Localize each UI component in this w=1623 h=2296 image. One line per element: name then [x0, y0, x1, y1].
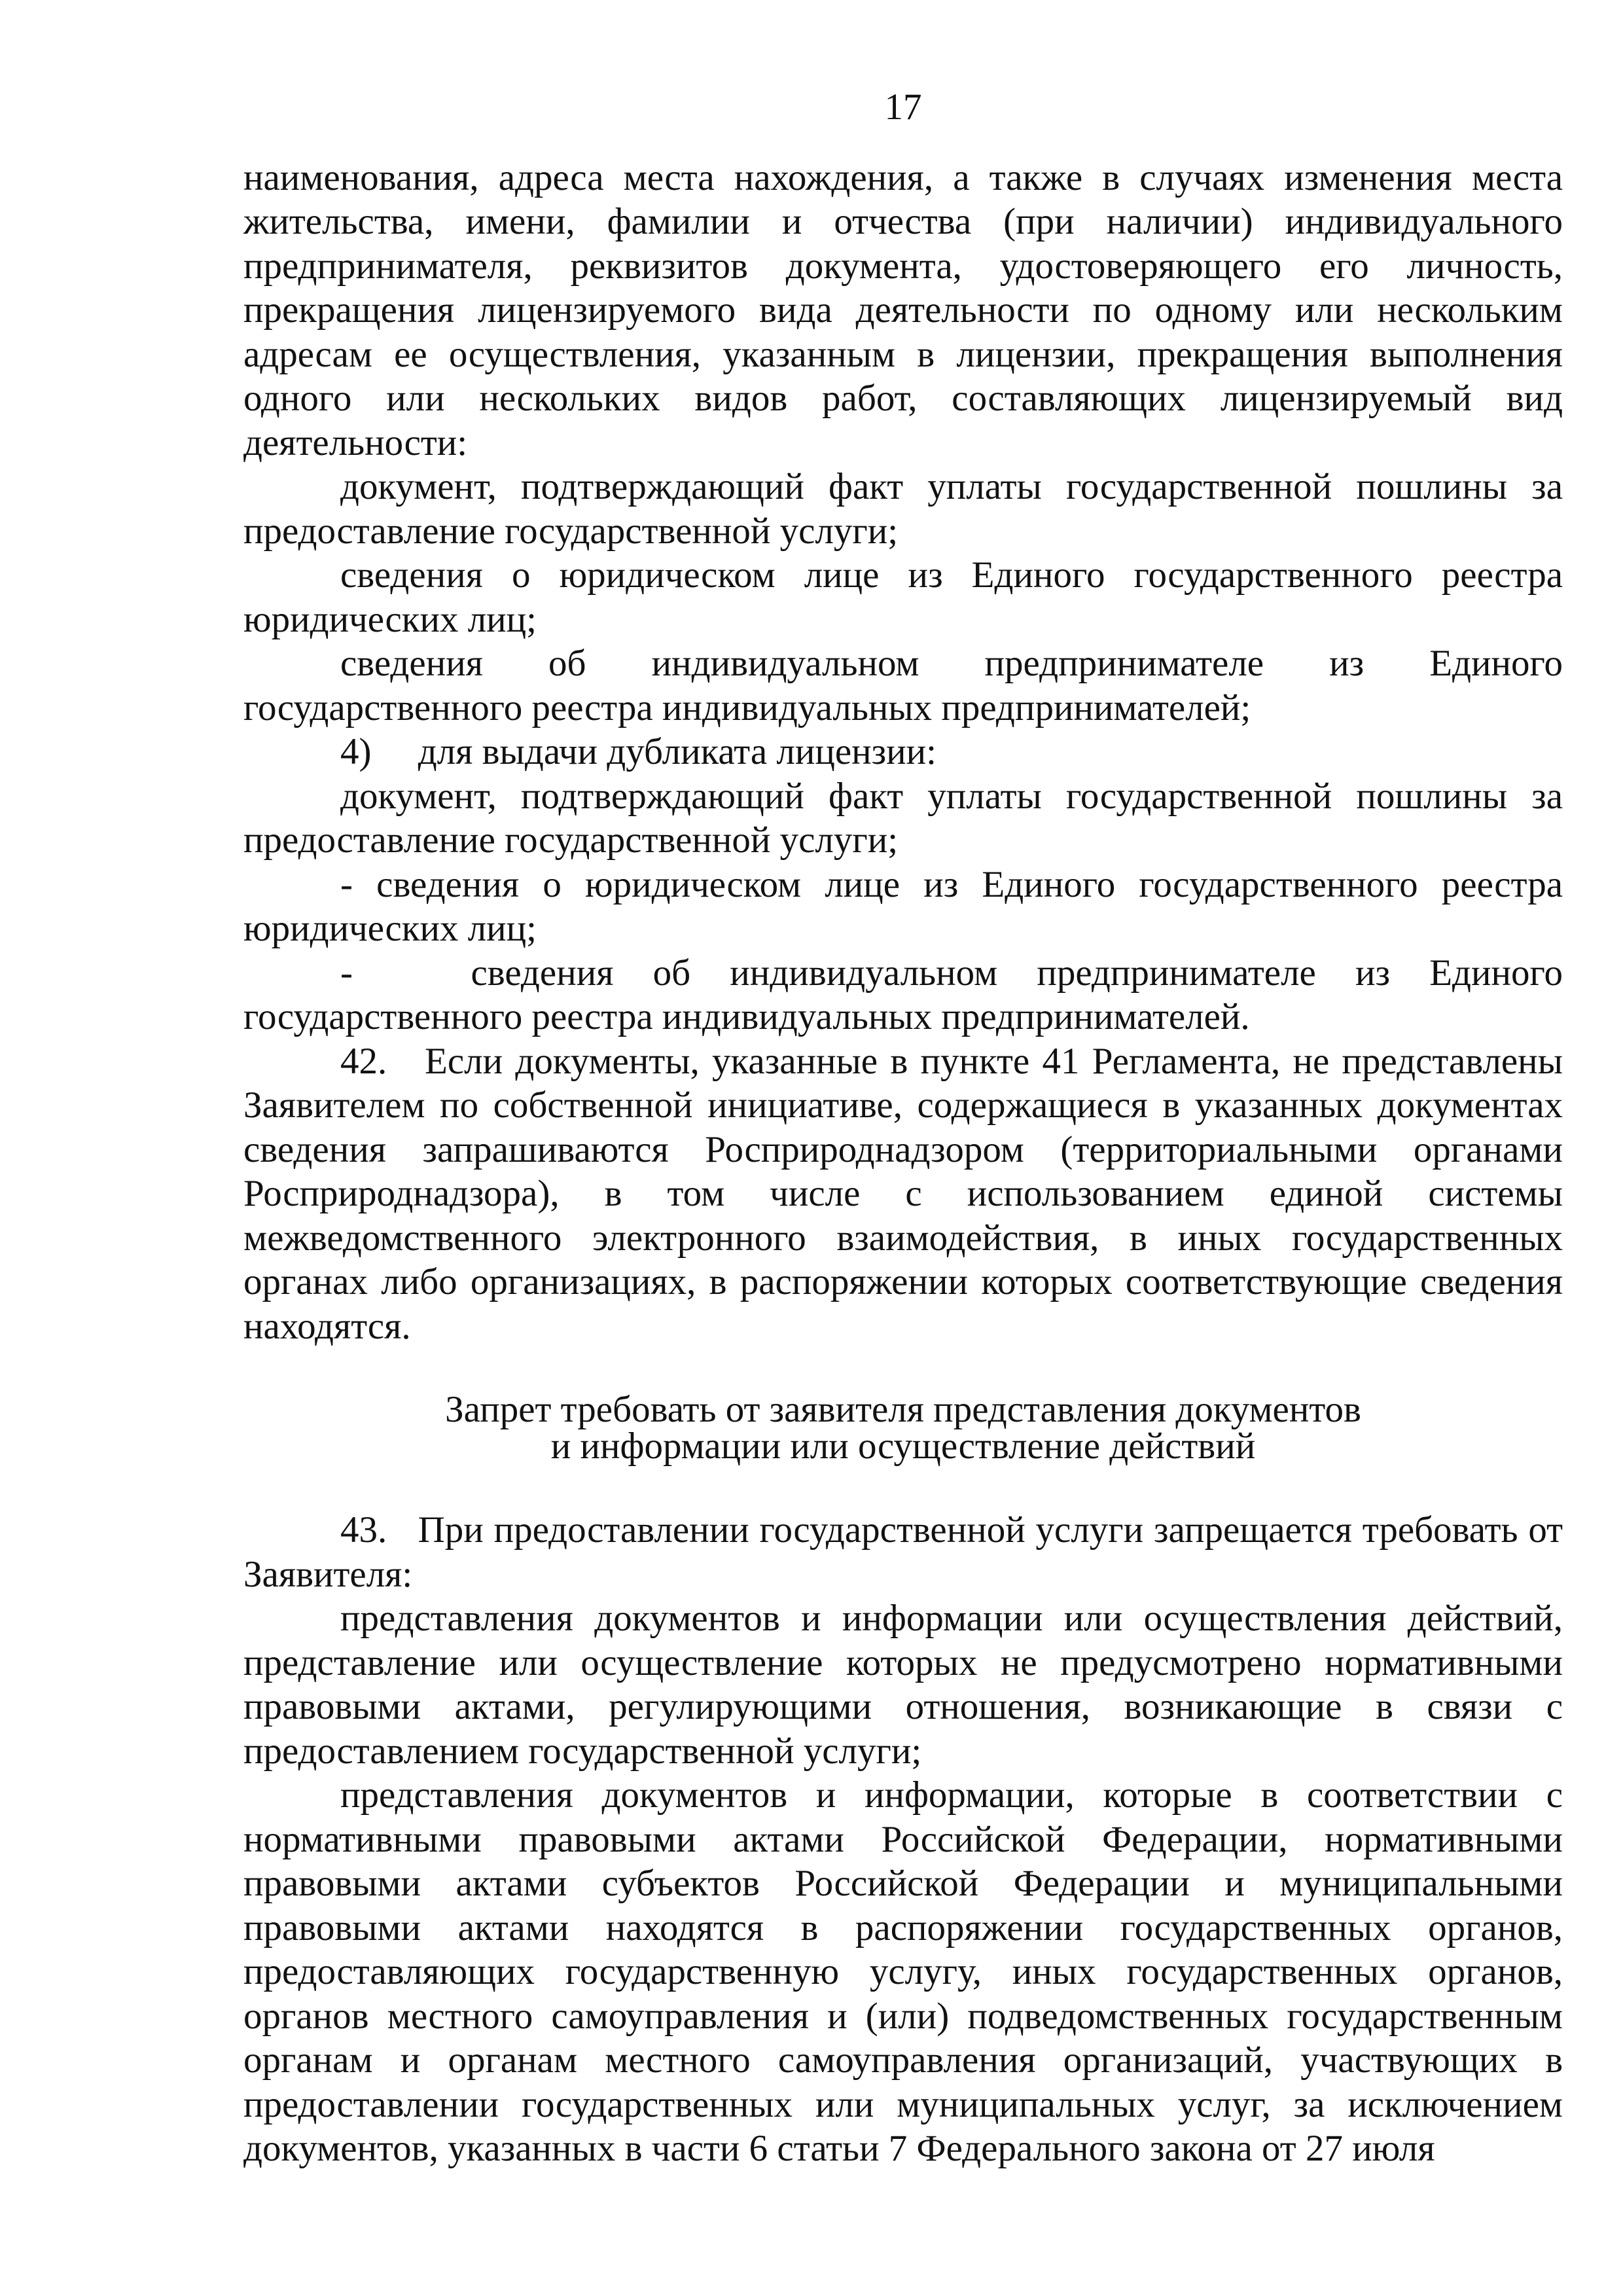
- document-page: [243, 85, 1563, 2171]
- paragraph-prohibition-documents: представления документов и информации, которые в соответствии с нормативными правовыми актами Российской Федерации, нормативными правовыми актами субъектов Российской Федерации и муниципальными правовыми актами находятся в распоряжении государственных органов, предоставляющих государственную услугу, иных государственных органов, органов местного самоуправления и (или) подведомственных государственным органам и органам местного самоуправления организаций, участвующих в предоставлении государственных или муниципальных услуг, за исключением документов, указанных в части 6 статьи 7 Федерального закона от 27 июля: [243, 1774, 1563, 2169]
- paragraph-42: 42. Если документы, указанные в пункте 41 Регламента, не представлены Заявителем по собственной инициативе, содержащиеся в указанных документах сведения запрашиваются Росприроднадзором (территориальными органами Росприроднадзора), в том числе с использованием единой системы межведомственного электронного взаимодействия, в иных государственных органах либо организациях, в распоряжении которых соответствующие сведения находятся.: [243, 1040, 1563, 1347]
- section-heading-line-1: Запрет требовать от заявителя представления документов: [445, 1389, 1361, 1430]
- page-number: 17: [884, 86, 922, 128]
- paragraph-duplicate-entrepreneur: - сведения об индивидуальном предпринимателе из Единого государственного реестра индивидуальных предпринимателей.: [243, 952, 1563, 1037]
- paragraph-legal-entity-registry: сведения о юридическом лице из Единого государственного реестра юридических лиц;: [243, 554, 1563, 640]
- section-heading: [243, 1391, 1563, 1465]
- paragraph-duplicate-legal-entity: - сведения о юридическом лице из Единого государственного реестра юридических лиц;: [243, 863, 1563, 949]
- paragraph-continuation: наименования, адреса места нахождения, а также в случаях изменения места жительства, имени, фамилии и отчества (при наличии) индивидуального предпринимателя, реквизитов документа, удостоверяющего его личность, прекращения лицензируемого вида деятельности по одному или нескольким адресам ее осуществления, указанным в лицензии, прекращения выполнения одного или нескольких видов работ, составляющих лицензируемый вид деятельности:: [243, 156, 1563, 463]
- paragraph-duplicate-license: 4) для выдачи дубликата лицензии:: [340, 731, 936, 772]
- paragraph-fee-document: документ, подтверждающий факт уплаты государственной пошлины за предоставление государственной услуги;: [243, 466, 1563, 552]
- paragraph-duplicate-fee-document: документ, подтверждающий факт уплаты государственной пошлины за предоставление государственной услуги;: [243, 775, 1563, 861]
- paragraph-prohibition-actions: представления документов и информации или осуществления действий, представление или осуществление которых не предусмотрено нормативными правовыми актами, регулирующими отношения, возникающие в связи с предоставлением государственной услуги;: [243, 1598, 1563, 1772]
- paragraph-entrepreneur-registry: сведения об индивидуальном предпринимателе из Единого государственного реестра индивидуальных предпринимателей;: [243, 643, 1563, 728]
- paragraph-43: 43. При предоставлении государственной услуги запрещается требовать от Заявителя:: [243, 1509, 1563, 1595]
- section-heading-line-2: и информации или осуществление действий: [550, 1426, 1256, 1467]
